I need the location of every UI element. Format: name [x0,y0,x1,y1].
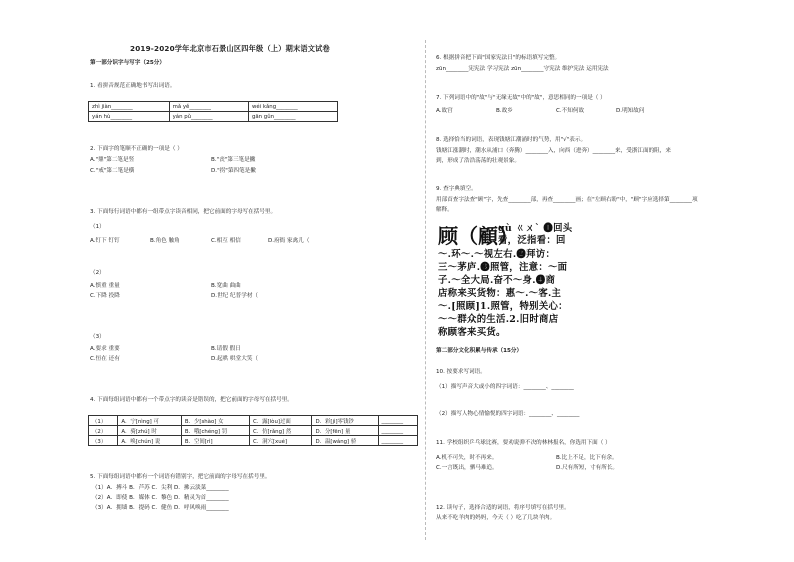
table-cell: C．洞穴[xué] [250,436,312,446]
q5-line-3: （3）A．拥墙 B．提码 C．健鱼 D．呼风唤雨________ [92,505,229,511]
q1-pinyin-table [88,101,338,122]
table-cell: （2） [89,426,118,436]
table-cell: D．温[wáng] 骄 [312,436,378,446]
table-cell: B．空间[rì] [181,436,249,446]
q3-g3-d: D.起哄 哄堂大笑（ [211,356,259,362]
q9-line-2: 解释。 [436,207,453,213]
q2-option-d: D."拐"第四笔是撇 [211,168,256,174]
q8-text: 8. 选择恰当的词语，表现钱塘江潮涌时的气势，用"√"表示。 [436,137,587,143]
dict-line: 三～茅庐.❸照管，注意：～面 [438,262,568,273]
dict-line: gù ㄍㄨˋ ❶回头 [498,223,573,234]
table-cell: A．唤[chún] 说 [118,436,182,446]
dict-line: 看，泛指看：回 [498,235,566,246]
q7-option-a: A.故宫 [436,108,453,114]
table-cell: ________ [378,426,418,436]
q7-option-b: B.故乡 [496,108,513,114]
q10-line-2: （2）描写人物心情愉悦的四字词语：________、________ [436,411,580,417]
q3-g1-b: B.角色 触角 [150,238,180,244]
q2-option-a: A."鼎"第二笔是竖 [90,157,135,163]
q5-text: 5. 下面每组词语中都有一个词语有错别字，把它前面的字母写在括号里。 [90,474,271,480]
table-row [89,112,338,122]
q6-text: 6. 根据拼音把下面"国家宪法日"的标语填写完整。 [436,55,561,61]
q6-line: zūn________宪宪法 学习宪法 zūn________守宪法 维护宪法 运用宪法 [436,66,609,72]
table-cell: （3） [89,436,118,446]
table-cell: B．少[shào] 女 [181,416,249,426]
q3-g2-c: C.下降 投降 [90,293,120,299]
table-cell: B．哦[chéng] 罚 [181,426,249,436]
q2-option-b: B."丧"第三笔是撇 [211,157,256,163]
q3-g1-d: D.府衙 家禽儿（ [268,238,310,244]
table-cell: yán pǔ________ [169,112,248,122]
q1-text: 1. 看拼音规范正确地书写出词语。 [90,83,176,89]
q7-option-d: D.明知故问 [616,108,645,114]
q11-option-b: B.比上不足，比下有余。 [556,455,618,461]
part2-heading: 第二部分文化积累与传承（15分） [436,348,523,354]
q11-option-a: A.机不可失，时不再来。 [436,455,498,461]
q4-table [88,415,418,446]
q11-text: 11. 学校组织乒乓球比赛，要劝说弹不决的林林报名，你选用下面（ ） [436,440,611,446]
q3-group2-label: （2） [90,270,105,276]
q3-group1-label: （1） [90,224,105,230]
table-cell: wéi kǎng________ [248,102,337,112]
q3-g2-d: D.世纪 纪普学材（ [211,293,259,299]
dict-headword: 顾（顧） [438,224,518,248]
dict-line: ～.环～.～视左右.❷拜访： [438,249,556,260]
table-cell: A．宁[nìng] 可 [118,416,182,426]
table-cell: A．骑[zhú] 时 [118,426,182,436]
q12-text: 12. 读句子，选择合适的词语，将序号填写在括号里。 [436,505,570,511]
table-cell: D．分[fēn] 量 [312,426,378,436]
table-cell: D．彩[jì]零钱钞 [312,416,378,426]
q12-line: 从来不吃羊肉的妈妈，今天（ ）吃了几块羊肉。 [436,515,556,521]
table-row [89,102,338,112]
dictionary-entry [438,218,608,340]
table-cell: C．仿[rǎng] 然 [250,426,312,436]
table-row [89,426,418,436]
q2-text: 2. 下面字的笔顺不正确的一项是（ ） [90,146,183,152]
q7-text: 7. 下列词语中的"故"与"无缘无故"中的"故"，意思相同的一项是（ ） [436,95,606,101]
q11-option-d: D.尺有所短，寸有所长。 [556,465,619,471]
q5-line-1: （1）A．搏斗 B．芦苏 C．尖利 D．拂云淡菜________ [92,485,229,491]
table-cell: yán hù________ [89,112,170,122]
table-cell: ________ [378,436,418,446]
table-cell: gān gǔn________ [248,112,337,122]
dict-line: ～～群众的生活.2.旧时商店 [438,314,559,325]
dict-line: 称顾客来买货。 [438,327,506,338]
table-cell: mǎ yě________ [169,102,248,112]
table-row [89,416,418,426]
dict-line: 子.～全大局.奋不～身.❹商 [438,275,556,286]
table-cell: C．露[lòu]过面 [250,416,312,426]
table-row [89,436,418,446]
q3-g3-b: B.请假 假日 [211,346,241,352]
q3-g3-a: A.要求 重要 [90,346,120,352]
table-cell: ________ [378,416,418,426]
q3-g1-c: C.相互 相信 [211,238,241,244]
dict-line: 店称来买货物：惠～.～客.主 [438,288,562,299]
q9-line-1: 用部首查字法查"顾"字，先查________部，再查________画；在"左顾右盼"中，"顾"字应选择第________项 [436,197,698,203]
exam-title: 2019-2020学年北京市石景山区四年级（上）期末语文试卷 [130,44,330,53]
table-cell: zhì jiàn________ [89,102,170,112]
q10-line-1: （1）描写声音大或小的四字词语：________、________ [436,384,574,390]
part1-heading: 第一部分识字与写字（25分） [90,60,165,66]
q5-line-2: （2）A．即使 B．媒体 C．黎色 D．精灵为首________ [92,495,229,501]
q7-option-c: C.不知何故 [556,108,585,114]
q11-option-c: C.一言既出，驷马难追。 [436,465,498,471]
table-cell: （1） [89,416,118,426]
q3-g2-b: B.宽曲 曲曲 [211,283,241,289]
q4-text: 4. 下面每组词语中都有一个带点字的读音是错误的，把它前面的字母写在括号里。 [90,397,293,403]
q2-option-c: C."戒"第二笔是横 [90,168,135,174]
q3-text: 3. 下面每行词语中都有一组带点字读音相同，把它前面的字母写在括号里。 [90,209,277,215]
q3-group3-label: （3） [90,334,105,340]
q3-g3-c: C.恒在 还有 [90,356,120,362]
q3-g1-a: A.钉下 钉钉 [90,238,120,244]
q10-text: 10. 按要求写词语。 [436,369,486,375]
q9-text: 9. 查字典填空。 [436,186,477,192]
q3-g2-a: A.慎重 重量 [90,283,120,289]
column-divider [425,40,426,540]
dict-line: ～.[照顾]1.照管，特别关心： [438,301,568,312]
q8-line-1: 钱塘江涨潮时，潮水从浦口（奔腾）________入，向西（进奔）________来，受浙江面的阻，来 [436,148,671,154]
q8-line-2: 到，形成了浩浩荡荡的壮观景象。 [436,158,520,164]
